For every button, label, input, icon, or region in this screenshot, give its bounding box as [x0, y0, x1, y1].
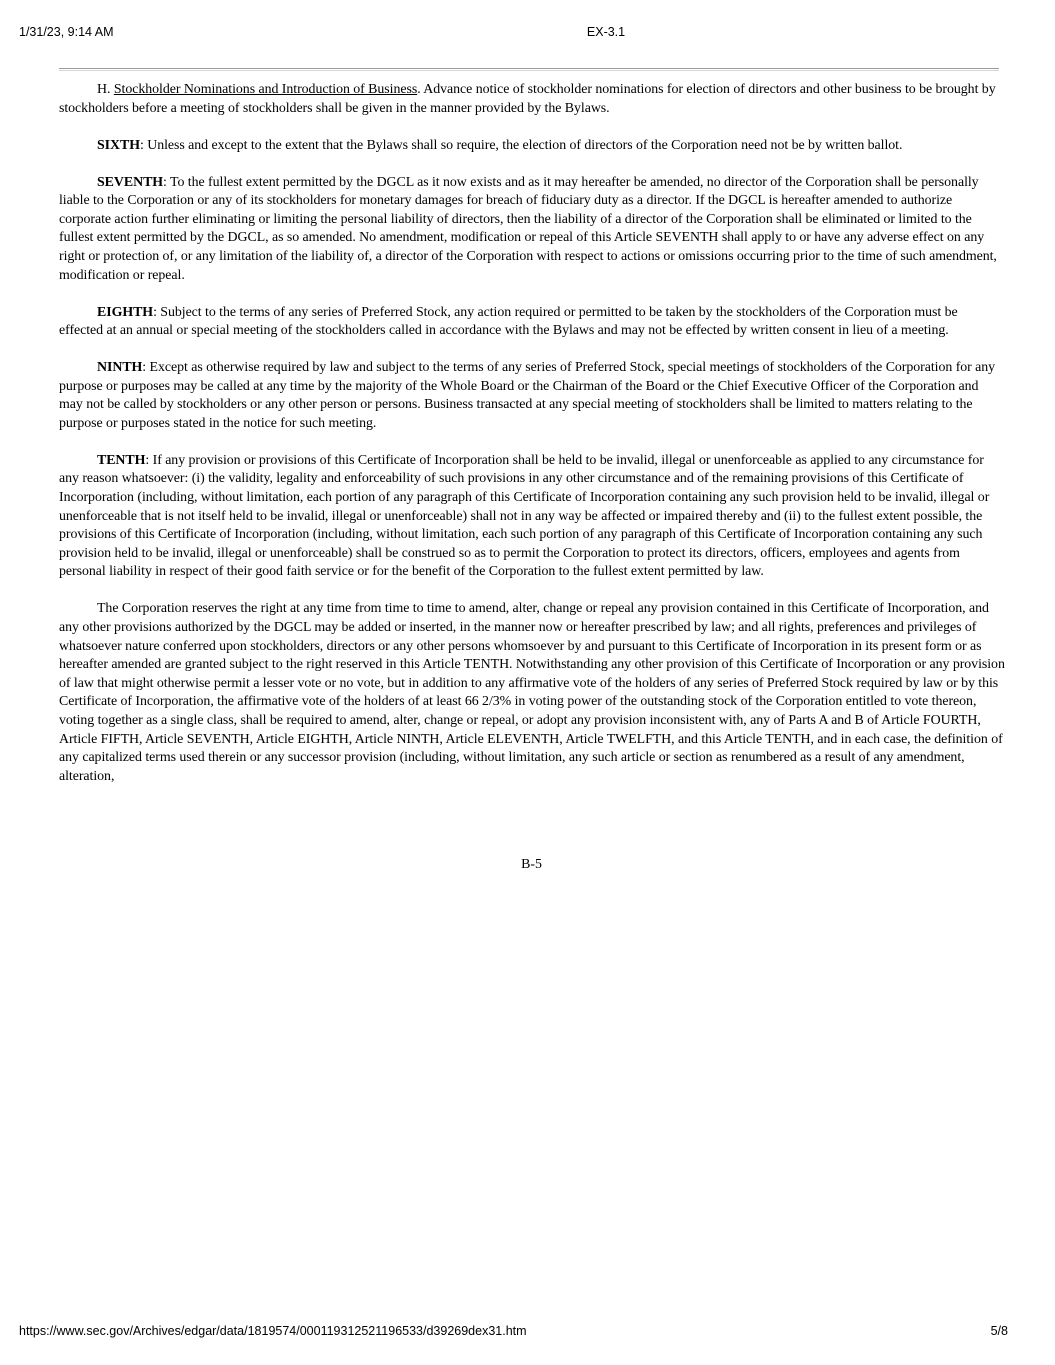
print-source-url: https://www.sec.gov/Archives/edgar/data/1819574/000119312521196533/d39269dex31.htm	[19, 1324, 527, 1338]
print-page-count: 5/8	[990, 1324, 1008, 1338]
paragraph-sixth	[59, 137, 1005, 156]
paragraph-section-h	[59, 81, 1005, 118]
article-tenth-text: : If any provision or provisions of this Certificate of Incorporation shall be held to be invalid, illegal or unenforceable as applied to any circumstance for any reason whatsoever: (i) the validity, legality and enforceability of such provisions in any other circumstance and of the remaining provisions of this Certificate of Incorporation (including, without limitation, each portion of any paragraph of this Certificate of Incorporation containing any such provision held to be invalid, illegal or unenforceable that is not itself held to be invalid, illegal or unenforceable) shall not in any way be affected or impaired thereby and (ii) to the fullest extent possible, the provisions of this Certificate of Incorporation (including, without limitation, each such portion of any paragraph of this Certificate of Incorporation containing any such provision held to be invalid, illegal or unenforceable) shall be construed so as to permit the Corporation to protect its directors, officers, employees and agents from personal liability in respect of their good faith service or for the benefit of the Corporation to the fullest extent permitted by law.	[59, 452, 990, 580]
print-header	[0, 25, 1055, 43]
article-seventh-heading: SEVENTH	[97, 174, 164, 190]
print-datetime: 1/31/23, 9:14 AM	[19, 25, 114, 39]
horizontal-rule	[59, 68, 999, 71]
paragraph-reservation: The Corporation reserves the right at any time from time to time to amend, alter, change or repeal any provision contained in this Certificate of Incorporation, and any other provisions authorized by the DGCL may be added or inserted, in the manner now or hereafter prescribed by law; and all rights, preferences and privileges of whatsoever nature conferred upon stockholders, directors or any other persons whomsoever by and pursuant to this Certificate of Incorporation in its present form or as hereafter amended are granted subject to the right reserved in this Article TENTH. Notwithstanding any other provision of this Certificate of Incorporation or any provision of law that might otherwise permit a lesser vote or no vote, but in addition to any affirmative vote of the holders of any series of Preferred Stock required by law or by this Certificate of Incorporation, the affirmative vote of the holders of at least 66 2/3% in voting power of the outstanding stock of the Corporation entitled to vote thereon, voting together as a single class, shall be required to amend, alter, change or repeal, or adopt any provision inconsistent with, any of Parts A and B of Article FOURTH, Article FIFTH, Article SEVENTH, Article EIGHTH, Article NINTH, Article ELEVENTH, Article TWELFTH, and this Article TENTH, and in each case, the definition of any capitalized terms used therein or any successor provision (including, without limitation, any such article or section as renumbered as a result of any amendment, alteration,	[59, 601, 1005, 784]
article-ninth-text: : Except as otherwise required by law and subject to the terms of any series of Preferred Stock, special meetings of stockholders of the Corporation for any purpose or purposes may be called at any time by the majority of the Whole Board or the Chairman of the Board or the Chief Executive Officer of the Corporation and may not be called by stockholders or any other person or persons. Business transacted at any special meeting of stockholders shall be limited to matters relating to the purpose or purposes stated in the notice for such meeting.	[59, 360, 996, 431]
article-tenth-heading: TENTH	[97, 452, 146, 468]
document-body	[59, 81, 1005, 805]
article-eighth-heading: EIGHTH	[97, 304, 154, 320]
article-sixth-heading: SIXTH	[97, 137, 140, 153]
paragraph-seventh	[59, 174, 1005, 286]
article-eighth-text: : Subject to the terms of any series of Preferred Stock, any action required or permitted to be taken by the stockholders of the Corporation must be effected at an annual or special meeting of the stockholders called in accordance with the Bylaws and may not be effected by written consent in lieu of a meeting.	[59, 304, 958, 339]
section-h-label: H.	[97, 82, 114, 97]
article-ninth-heading: NINTH	[97, 360, 143, 376]
article-sixth-text: : Unless and except to the extent that the Bylaws shall so require, the election of directors of the Corporation need not be by written ballot.	[139, 137, 903, 153]
paragraph-ninth	[59, 359, 1005, 433]
section-h-heading: Stockholder Nominations and Introduction of Business	[113, 82, 418, 97]
article-seventh-text: : To the fullest extent permitted by the DGCL as it now exists and as it may hereafter be amended, no director of the Corporation shall be personally liable to the Corporation or any of its stockholders for monetary damages for breach of fiduciary duty as a director. If the DGCL is hereafter amended to authorize corporate action further eliminating or limiting the personal liability of directors, then the liability of a director of the Corporation shall be eliminated or limited to the fullest extent permitted by the DGCL, as so amended. No amendment, modification or repeal of this Article SEVENTH shall apply to or have any adverse effect on any right or protection of, or any limitation of the liability of, a director of the Corporation with respect to actions or omissions occurring prior to the time of such amendment, modification or repeal.	[59, 174, 997, 283]
print-footer	[0, 1324, 1055, 1342]
page-number: B-5	[521, 857, 542, 872]
section-h-text: . Advance notice of stockholder nominations for election of directors and other business to be brought by stockholders before a meeting of stockholders shall be given in the manner provided by the Bylaws.	[59, 82, 996, 116]
print-document-title: EX-3.1	[586, 25, 626, 39]
paragraph-eighth	[59, 304, 1005, 341]
paragraph-tenth	[59, 452, 1005, 582]
